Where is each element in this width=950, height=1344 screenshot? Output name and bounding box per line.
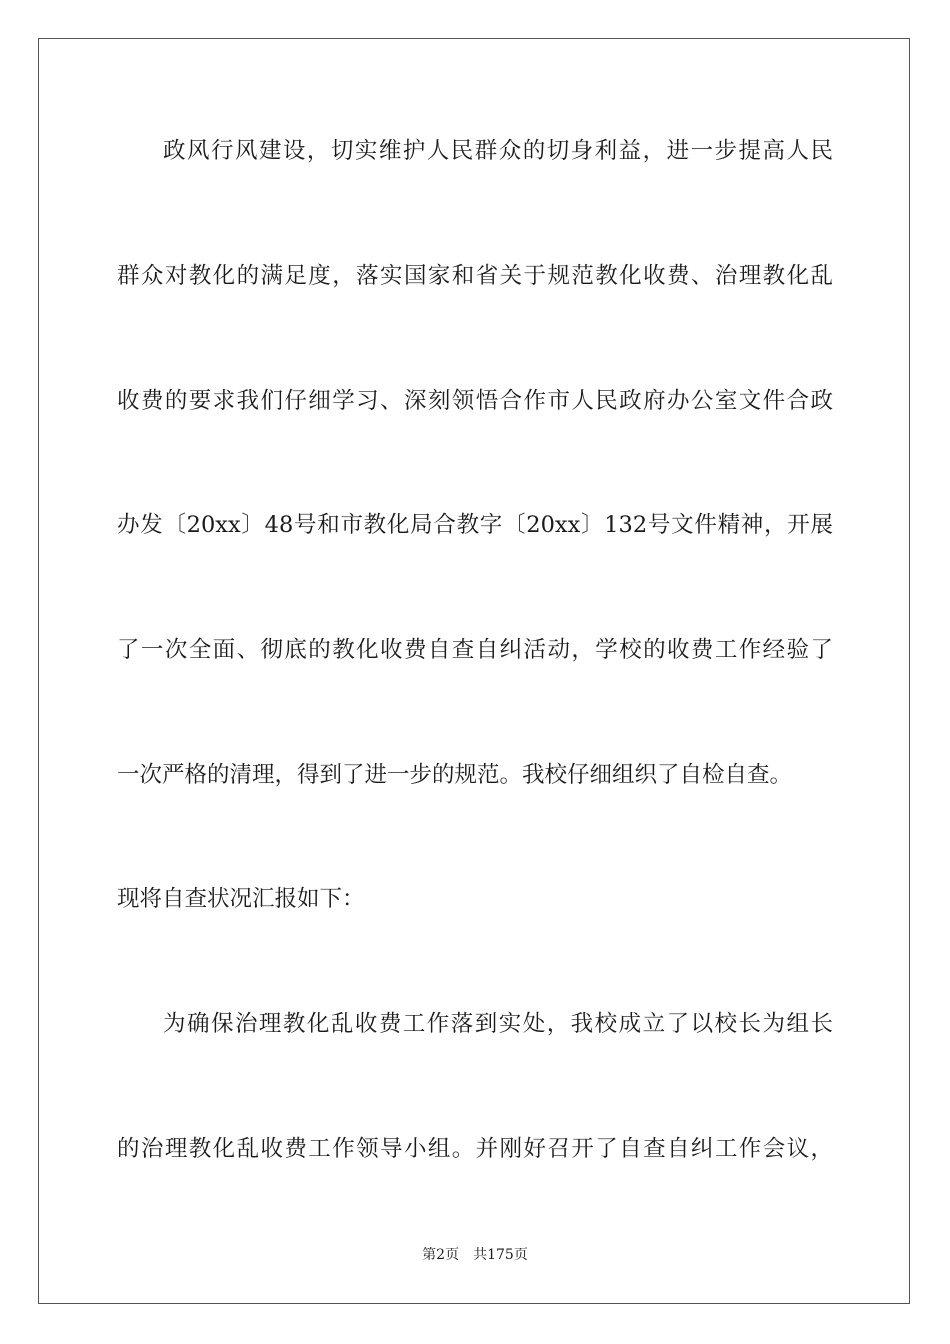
paragraph-line-9: 的治理教化乱收费工作领导小组。并刚好召开了自查自纠工作会议， (117, 1136, 833, 1162)
paragraph-line-8: 为确保治理教化乱收费工作落到实处，我校成立了以校长为组长 (163, 1011, 833, 1037)
paragraph-line-3: 收费的要求我们仔细学习、深刻领悟合作市人民政府办公室文件合政 (117, 388, 833, 414)
page-footer (0, 1244, 950, 1264)
paragraph-line-5: 了一次全面、彻底的教化收费自查自纠活动，学校的收费工作经验了 (117, 637, 833, 663)
page-border (38, 38, 910, 1304)
paragraph-line-1: 政风行风建设，切实维护人民群众的切身利益，进一步提高人民 (163, 138, 833, 164)
paragraph-line-2: 群众对教化的满足度，落实国家和省关于规范教化收费、治理教化乱 (117, 263, 833, 289)
page-number: 第2页 (422, 1247, 460, 1263)
paragraph-line-6: 一次严格的清理，得到了进一步的规范。我校仔细组织了自检自查。 (117, 762, 793, 788)
paragraph-line-7: 现将自查状况汇报如下： (117, 886, 365, 912)
paragraph-line-4: 办发〔20xx〕48号和市教化局合教字〔20xx〕132号文件精神，开展 (117, 512, 833, 538)
total-pages: 共175页 (473, 1247, 528, 1263)
